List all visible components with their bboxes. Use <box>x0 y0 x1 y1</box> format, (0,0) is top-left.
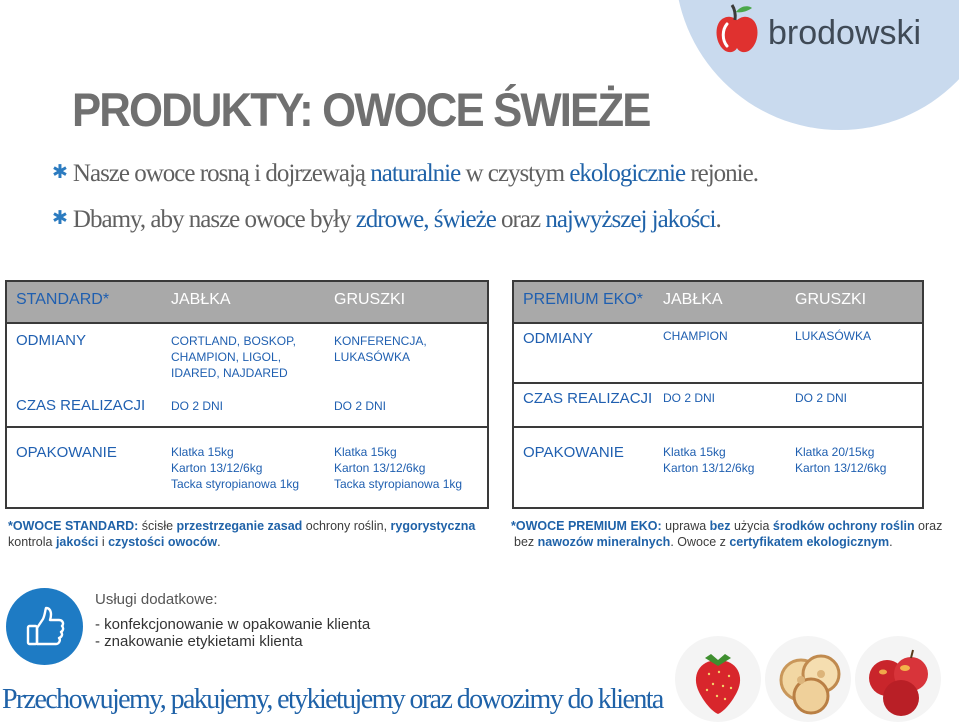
premium-opakowanie-gruszki: Klatka 20/15kg Karton 13/12/6kg <box>795 445 887 475</box>
standard-odmiany-jablka: CORTLAND, BOSKOP, CHAMPION, LIGOL, IDARED, NAJDARED <box>171 334 296 380</box>
page-title: PRODUKTY: OWOCE ŚWIEŻE <box>72 83 650 136</box>
standard-table <box>5 280 489 509</box>
premium-header-jablka: JABŁKA <box>663 291 723 308</box>
premium-odmiany-gruszki: LUKASÓWKA <box>795 329 872 343</box>
note-standard: *OWOCE STANDARD: ścisłe przestrzeganie zasad ochrony roślin, rygorystyczna kontrola jakości i czystości owoców. <box>8 519 476 549</box>
bullet-text: rejonie. <box>685 160 758 187</box>
row-label-czas: CZAS REALIZACJI <box>16 397 146 414</box>
premium-czas-gruszki: DO 2 DNI <box>795 391 848 405</box>
bullet-highlight: zdrowe, świeże <box>355 206 496 233</box>
standard-header-gruszki: GRUSZKI <box>334 291 406 308</box>
divider <box>7 322 487 324</box>
divider <box>514 382 922 384</box>
bullet-star-icon: ✱ <box>52 161 67 183</box>
standard-czas-gruszki: DO 2 DNI <box>334 399 387 413</box>
bullet-text: oraz <box>495 206 546 233</box>
bullet-highlight: ekologicznie <box>569 160 686 187</box>
standard-header-jablka: JABŁKA <box>171 291 231 308</box>
bullet-text: Nasze owoce rosną i dojrzewają <box>72 160 371 187</box>
brodowski-logo <box>712 2 942 60</box>
bullet-highlight: naturalnie <box>370 160 461 187</box>
premium-header-label: PREMIUM EKO* <box>523 291 644 308</box>
note-premium: *OWOCE PREMIUM EKO: uprawa bez użycia środków ochrony roślin oraz bez nawozów mineralnych. Owoce z certyfikatem ekologicznym. <box>511 519 943 549</box>
bullet-highlight: najwyższej jakości <box>545 206 716 233</box>
footer-slogan: Przechowujemy, pakujemy, etykietujemy oraz dowozimy do klienta <box>2 684 663 715</box>
row-label-czas: CZAS REALIZACJI <box>523 390 653 407</box>
standard-table-header <box>7 282 487 322</box>
bullet-text: . <box>715 206 721 233</box>
divider <box>7 426 487 428</box>
row-label-odmiany: ODMIANY <box>16 332 87 349</box>
logo-mark-icon <box>717 5 758 52</box>
thumbs-up-icon <box>6 588 83 665</box>
standard-header-label: STANDARD* <box>16 291 110 308</box>
services-title: Usługi dodatkowe: <box>95 591 218 608</box>
standard-opakowanie-jablka: Klatka 15kg Karton 13/12/6kg Tacka styropianowa 1kg <box>171 445 300 491</box>
service-item: - konfekcjonowanie w opakowanie klienta <box>95 616 371 633</box>
premium-czas-jablka: DO 2 DNI <box>663 391 716 405</box>
bullet-quality <box>52 206 721 234</box>
service-item: - znakowanie etykietami klienta <box>95 633 303 650</box>
bullet-natural <box>52 160 758 188</box>
bullet-text: Dbamy, aby nasze owoce były <box>72 206 356 233</box>
standard-czas-jablka: DO 2 DNI <box>171 399 224 413</box>
svg-text:brodowski: brodowski <box>768 14 922 52</box>
premium-table-header <box>514 282 922 322</box>
divider <box>514 426 922 428</box>
bullet-star-icon: ✱ <box>52 207 67 229</box>
standard-opakowanie-gruszki: Klatka 15kg Karton 13/12/6kg Tacka styropianowa 1kg <box>334 445 463 491</box>
row-label-opakowanie: OPAKOWANIE <box>16 444 117 461</box>
premium-header-gruszki: GRUSZKI <box>795 291 867 308</box>
row-label-opakowanie: OPAKOWANIE <box>523 444 624 461</box>
premium-opakowanie-jablka: Klatka 15kg Karton 13/12/6kg <box>663 445 755 475</box>
standard-odmiany-gruszki: KONFERENCJA, LUKASÓWKA <box>334 334 427 364</box>
premium-table <box>512 280 924 509</box>
apples-image <box>855 636 941 722</box>
row-label-odmiany: ODMIANY <box>523 330 594 347</box>
premium-odmiany-jablka: CHAMPION <box>663 329 728 343</box>
bullet-text: w czystym <box>460 160 570 187</box>
strawberry-image <box>675 636 761 722</box>
dried-apple-chips-image <box>765 636 851 722</box>
divider <box>514 322 922 324</box>
